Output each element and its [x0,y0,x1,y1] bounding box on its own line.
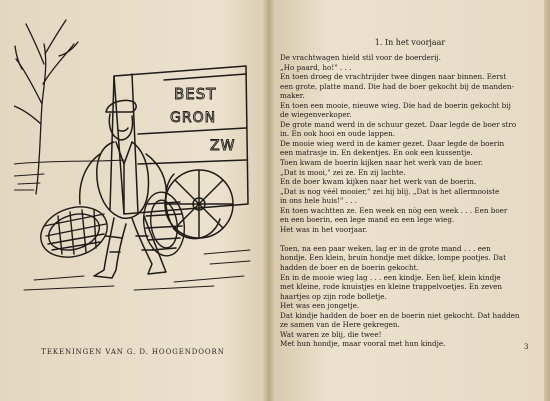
text-line: En de boer kwam kijken naar het werk van de boerin. [280,177,477,187]
tree-drawing [14,20,78,194]
text-line: een grote, platte mand. Die had de boer gekocht bij de manden- [280,81,514,91]
text-line: „Dat is nog véél mooier," zei hij blij. „Dat is het allermooiste [280,186,500,196]
text-line: Dat kindje hadden de boer en de boerin niet gekocht. Dat hadden [280,310,520,320]
text-line: haartjes op zijn rode bolletje. [280,291,387,301]
text-line: de wiegenverkoper. [280,110,352,120]
story-text [280,53,542,349]
text-line: ze samen van de Here gekregen. [280,320,400,330]
text-line: De grote mand werd in de schuur gezet. Daar legde de boer stro [280,119,517,129]
text-line: Het was een jongetje. [280,301,360,311]
basket-left-drawing [34,199,114,266]
text-line: en een boerin, een lege mand en een lege wieg. [280,215,455,225]
chapter-title: 1. In het voorjaar [374,38,446,47]
text-line: maker. [280,91,305,101]
illustration-farmer-carrying-baskets [14,14,252,296]
text-line: Wat waren ze blij, die twee! [280,329,382,339]
paragraph-1 [280,53,542,234]
paragraph-gap [280,234,542,244]
text-line: En toen een mooie, nieuwe wieg. Die had de boerin gekocht bij [280,100,511,110]
text-line: En toen droeg de vrachtrijder twee dingen naar binnen. Eerst [280,72,507,82]
book-gutter [262,0,276,401]
text-line: een matrasje in. En dekentjes. En ook een kussentje. [280,148,473,158]
text-line: in ons hele huis!" . . . [280,196,358,206]
text-line: De vrachtwagen hield stil voor de boerderij. [280,53,441,62]
illustration-credit: TEKENINGEN VAN G. D. HOOGENDOORN [41,348,225,356]
text-line: „Ho paard, ho!" . . . [280,62,352,72]
text-line: En in de mooie wieg lag . . . een kindje. Een lief, klein kindje [280,272,501,282]
text-line: Toen, na een paar weken, lag er in de grote mand . . . een [280,243,491,253]
text-line: Het was in het voorjaar. [280,224,368,234]
left-page [0,0,262,401]
right-page [276,0,544,401]
page-edge [544,0,550,401]
text-line: hondje. Een klein, bruin hondje met dikke, lompe pootjes. Dat [280,253,506,263]
text-line: „Dat is mooi," zei ze. En zij lachte. [280,167,406,177]
text-line: hadden de boer en de boerin gekocht. [280,263,419,273]
farmer-drawing [80,100,167,278]
paragraph-2 [280,244,542,349]
text-line: En toen wachtten ze. Een week en nòg een week . . . Een boer [280,205,508,215]
text-line: De mooie wieg werd in de kamer gezet. Daar legde de boerin [280,138,505,148]
page-number: 3 [524,343,529,351]
text-line: Met hun hondje, maar vooral met hun kindje. [280,339,446,349]
wagon-sign-line-3: ZW [210,138,236,154]
text-line: Toen kwam de boerin kijken naar het werk van de boer. [280,158,483,168]
text-line: in. En ook hooi en oude lappen. [280,129,396,139]
wagon-sign-line-1: BEST [174,85,217,103]
text-line: met kleine, rode knuistjes en kleine trappelvoetjes. En zeven [280,282,503,292]
wagon-sign-line-2: GRON [170,110,217,126]
